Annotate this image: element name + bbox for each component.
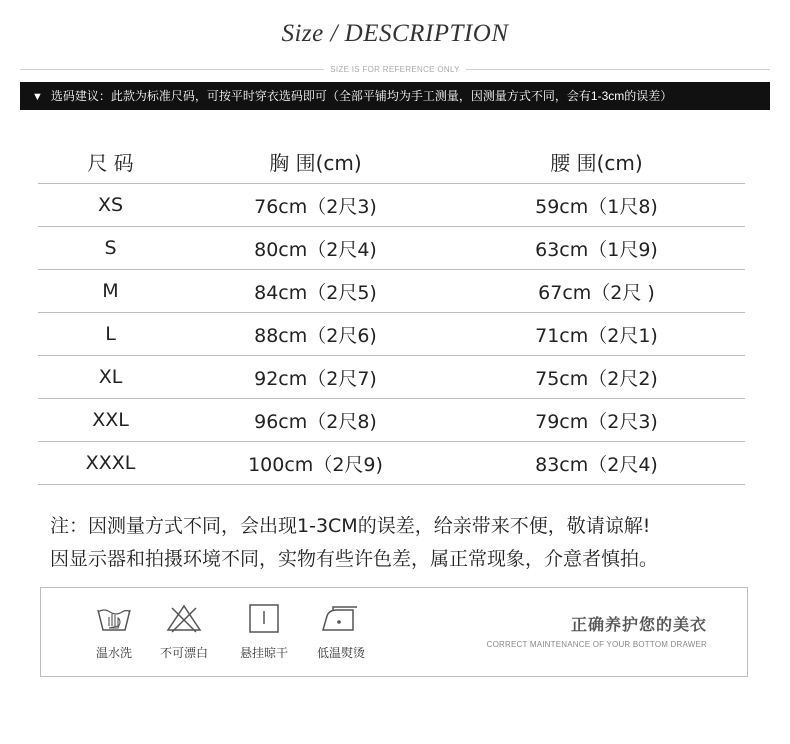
table-row bbox=[38, 442, 745, 485]
cell-chest: 84cm（2尺5) bbox=[183, 270, 448, 313]
care-label-low-iron: 低温熨烫 bbox=[316, 646, 365, 660]
cell-chest: 80cm（2尺4) bbox=[183, 227, 448, 270]
cell-waist: 63cm（1尺9) bbox=[448, 227, 745, 270]
care-item-hang-dry bbox=[224, 602, 304, 661]
care-title: 正确养护您的美衣 bbox=[570, 617, 707, 634]
cell-chest: 92cm（2尺7) bbox=[183, 356, 448, 399]
note-line-error: 注：因测量方式不同，会出现1-3CM的误差，给亲带来不便，敬请谅解! bbox=[50, 515, 651, 537]
page-title: Size / DESCRIPTION bbox=[281, 20, 509, 47]
cell-chest: 76cm（2尺3) bbox=[183, 184, 448, 227]
care-label-hang-dry: 悬挂晾干 bbox=[239, 646, 288, 660]
cell-chest: 100cm（2尺9) bbox=[183, 442, 448, 485]
table-row bbox=[38, 313, 745, 356]
cell-size: XL bbox=[38, 356, 183, 399]
care-label-no-bleach: 不可漂白 bbox=[159, 646, 208, 660]
note-line-color: 因显示器和拍摄环境不同，实物有些许色差，属正常现象，介意者慎拍。 bbox=[50, 548, 659, 570]
cell-waist: 59cm（1尺8) bbox=[448, 184, 745, 227]
cell-size: M bbox=[38, 270, 183, 313]
no-bleach-icon bbox=[164, 602, 204, 634]
cell-chest: 96cm（2尺8) bbox=[183, 399, 448, 442]
table-row bbox=[38, 356, 745, 399]
cell-waist: 79cm（2尺3) bbox=[448, 399, 745, 442]
measurement-notes bbox=[50, 510, 770, 576]
care-subtitle: CORRECT MAINTENANCE OF YOUR BOTTOM DRAWER bbox=[486, 640, 707, 649]
cell-chest: 88cm（2尺6) bbox=[183, 313, 448, 356]
cell-waist: 67cm（2尺 ) bbox=[448, 270, 745, 313]
cell-size: XXXL bbox=[38, 442, 183, 485]
hang-dry-icon bbox=[244, 602, 284, 634]
care-item-no-bleach bbox=[144, 602, 224, 661]
size-advice-bar bbox=[20, 82, 770, 110]
reference-subtitle: SIZE IS FOR REFERENCE ONLY bbox=[330, 64, 460, 74]
care-instructions-box bbox=[40, 587, 748, 677]
care-item-low-iron bbox=[301, 602, 381, 661]
table-row bbox=[38, 399, 745, 442]
table-row bbox=[38, 270, 745, 313]
divider-left bbox=[20, 69, 324, 70]
table-header-row bbox=[38, 140, 745, 184]
cell-size: XXL bbox=[38, 399, 183, 442]
size-table bbox=[38, 140, 745, 485]
care-label-warm-wash: 温水洗 bbox=[95, 646, 132, 660]
low-iron-icon bbox=[319, 602, 363, 634]
cell-waist: 75cm（2尺2) bbox=[448, 356, 745, 399]
reference-subtitle-row bbox=[20, 62, 770, 76]
cell-size: S bbox=[38, 227, 183, 270]
size-advice-text: 选码建议：此款为标准尺码，可按平时穿衣选码即可（全部平铺均为手工测量，因测量方式不同，会有1-3cm的误差） bbox=[50, 89, 673, 103]
header-chest: 胸 围(cm) bbox=[183, 140, 448, 184]
table-row bbox=[38, 184, 745, 227]
cell-waist: 71cm（2尺1) bbox=[448, 313, 745, 356]
care-item-warm-wash bbox=[74, 602, 154, 661]
triangle-down-icon: ▼ bbox=[32, 91, 43, 103]
cell-waist: 83cm（2尺4) bbox=[448, 442, 745, 485]
table-row bbox=[38, 227, 745, 270]
header-waist: 腰 围(cm) bbox=[448, 140, 745, 184]
warm-wash-icon bbox=[94, 602, 134, 634]
header-size: 尺 码 bbox=[38, 140, 183, 184]
divider-right bbox=[466, 69, 770, 70]
cell-size: XS bbox=[38, 184, 183, 227]
cell-size: L bbox=[38, 313, 183, 356]
